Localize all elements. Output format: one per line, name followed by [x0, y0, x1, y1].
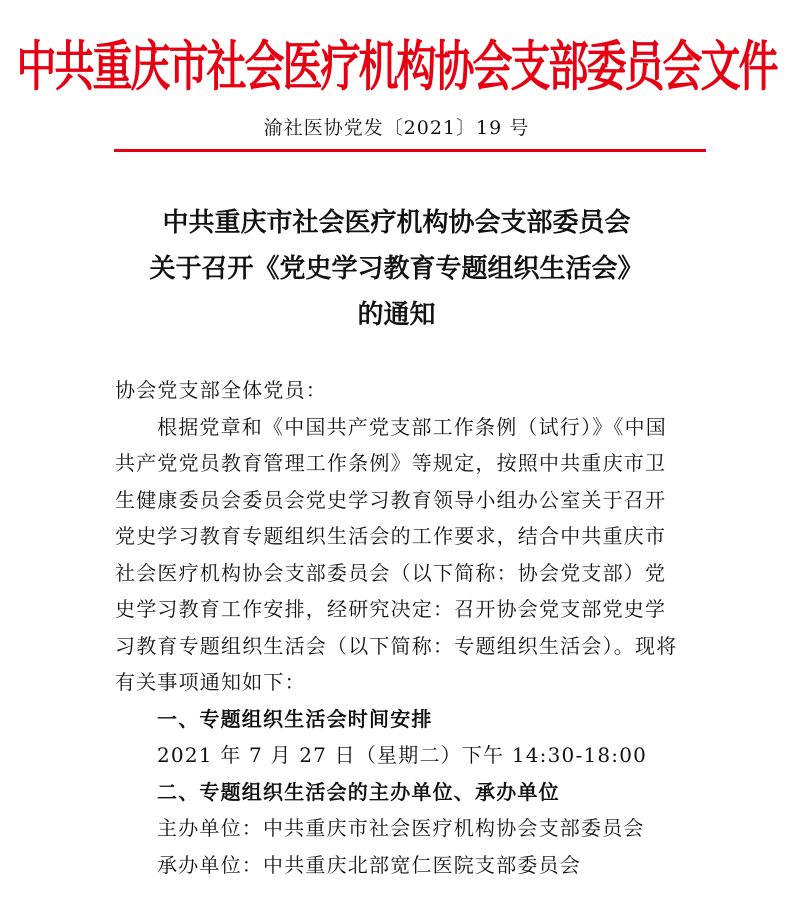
organizer-line: 主办单位：中共重庆市社会医疗机构协会支部委员会 — [157, 816, 645, 840]
notice-title-line-2: 关于召开《党史学习教育专题组织生活会》 — [149, 254, 644, 284]
co-organizer-line: 承办单位：中共重庆北部宽仁医院支部委员会 — [157, 852, 581, 877]
notice-title-line-3: 的通知 — [357, 300, 436, 330]
red-divider-line — [114, 149, 706, 152]
notice-body — [115, 372, 685, 883]
document-number: 渝社医协党发〔2021〕19 号 — [263, 117, 530, 139]
section-heading-organizers: 二、专题组织生活会的主办单位、承办单位 — [157, 779, 560, 804]
document-header-title: 中共重庆市社会医疗机构协会支部委员会文件 — [16, 36, 777, 99]
meeting-time: 2021 年 7 月 27 日（星期二）下午 14:30-18:00 — [157, 743, 648, 767]
notice-title-line-1: 中共重庆市社会医疗机构协会支部委员会 — [162, 208, 631, 238]
notice-title — [0, 200, 793, 338]
body-paragraph: 根据党章和《中国共产党支部工作条例（试行）》《中国共产党党员教育管理工作条例》等规定，按照中共重庆市卫生健康委员会委员会党史学习教育领导小组办公室关于召开党史学习教育专题组织生活会的工作要求，结合中共重庆市社会医疗机构协会支部委员会（以下简称：协会党支部）党史学习教育工作安排，经研究决定：召开协会党支部党史学习教育专题组织生活会（以下简称：专题组织生活会）。现将有关事项通知如下： — [115, 414, 678, 694]
section-heading-time: 一、专题组织生活会时间安排 — [157, 706, 433, 731]
salutation: 协会党支部全体党员： — [115, 378, 327, 402]
